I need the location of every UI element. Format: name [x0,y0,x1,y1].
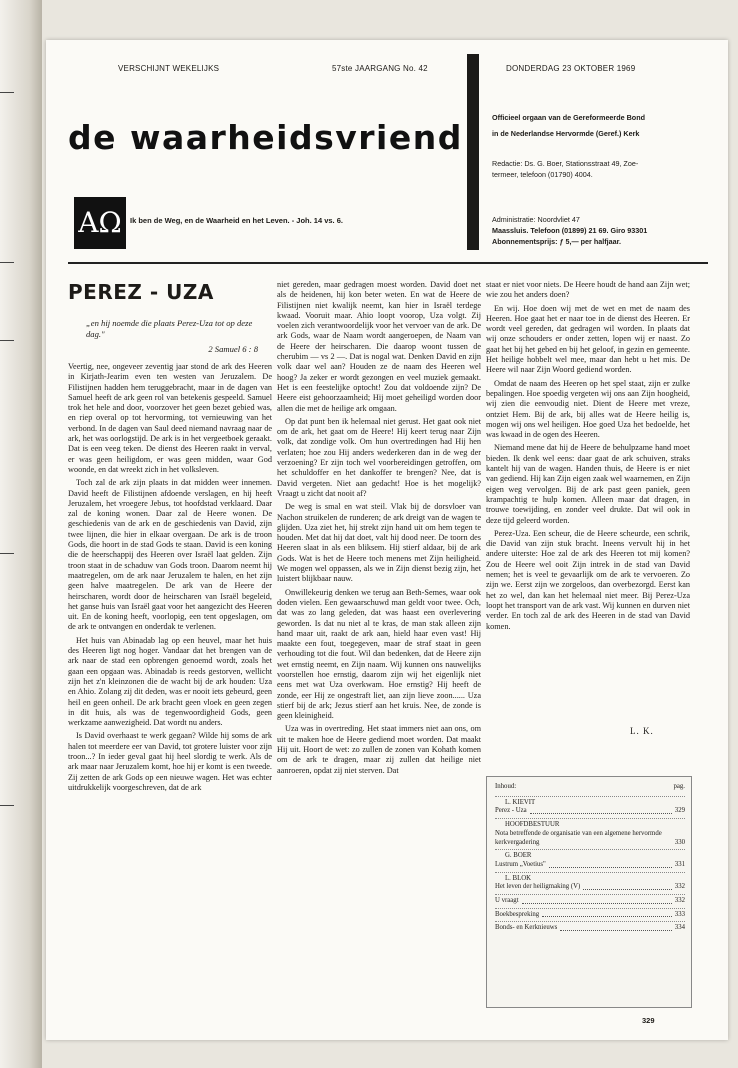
paragraph: niet gereden, maar gedragen moest worden. David doet net als de heidenen, hij kon beter weten. En wat de Heere de Filistijnen niet kwalijk neemt, kan hier in Israël terdege kwaad. Vooruit maar. Ahio loopt voorop, Uza volgt. Zij voelen zich verantwoordelijk voor het vervoer van de ark. De ark Gods, waar de Naam wordt aangeroepen, de Naam van de Heere der heirscharen. Die daarop woont tussen de cherubim — vs 2 —. Dat is nogal wat. Denken David en zijn volk daar wel aan? Houden ze de naam des Heeren wel hoog? Ja zeker er wordt gezongen en veel muziek gemaakt. Het is een feestelijke optocht! Zou dat voldoende zijn? De Heere eist gehoorzaamheid; Hij moet geheiligd worden door allen die met de heilige ark omgaan. [277,280,481,413]
paragraph: Niemand mene dat hij de Heere de behulpzame hand moet bieden. Ik denk wel eens: daar gaat de ark schuiven, straks kantelt hij van de wagen. Handen thuis, de Heere is er niet van gediend. Hij kan Zijn eigen zaak wel waarnemen, en Zijn eigen weg vervolgen. Bij de ark past geen paniek, geen krampachtig te hulp komen. Alleen maar dat dragen, in trouwe toewijding, en zonder veel drukte. Dat wil ook in deze tijd geleerd worden. [486,443,690,525]
article-column-1 [68,362,272,796]
redactie-line: termeer, telefoon (01790) 4004. [492,170,593,179]
page-spine [0,0,42,1068]
paragraph: Omdat de naam des Heeren op het spel staat, zijn er zulke bepalingen. Hoe spoedig vergeten wij ons aan Zijn hoogheid, wij zien die eenvoudig niet. Dient de Heere met vreze, ontziet Hem. Bij de ark, bij alles wat de Heere heilig is, mogen wij ons wel heiligen. Hoe goed Uza het bedoelde, het was kwaad in de ogen des Heeren. [486,378,690,440]
paragraph: staat er niet voor niets. De Heere houdt de hand aan Zijn wet; wie zou het anders doen? [486,280,690,300]
admin-line: Abonnementsprijs: ƒ 5,— per halfjaar. [492,237,622,246]
spine-mark [0,553,14,554]
paragraph: De weg is smal en wat steil. Vlak bij de dorsvloer van Nachon struikelen de runderen; de ark dreigt van de wagen te glijden. Uza ziet het, hij strekt zijn hand uit om hem tegen te houden. Met dat hij dat doet, valt hij dood neer. De toorn des Heeren slaat in als een bliksem. Hij stierf aldaar, bij de ark Gods. Wat is het de Heere toch menens met Zijn heiligheid. We mogen wel oppassen, als we in Zijn dienst bezig zijn, het luistert blijkbaar nauw. [277,502,481,584]
toc-title: Nota betreffende de organisatie van een algemene hervormde kerkvergadering [495,829,662,846]
page-number: 329 [642,1016,655,1025]
epigraph-reference: 2 Samuel 6 : 8 [208,344,258,354]
spine-mark [0,805,14,806]
toc-title: Perez - Uza [495,807,527,815]
official-line: in de Nederlandse Hervormde (Geref.) Kerk [492,129,640,138]
paragraph: Toch zal de ark zijn plaats in dat midden weer innemen. David heeft de Filistijnen afdoende verslagen, en hij heeft Jeruzalem, het vroegere Jebus, tot hoofdstad verklaard. Daar zal de koning wonen. Daar zal de Heere wonen. De geschiedenis van de ark en de geschiedenis van David, zijn twee lijnen, die hier in elkaar overgaan. De ark is de troon Gods, die hoort in de stad Gods te staan. David is een koning die de heerschappij des Heeren over Israël laat gelden. Zijn troon staat in de schaduw van Gods troon. Daarom neemt hij maatregelen, om de ark naar Jeruzalem te halen, en het zijn geen halve maatregelen. De ark van de Heere der heirscharen, wordt door de heirscharen van Israël begeleid, het ganse huis van Israël gaat voor het aangezicht des Heeren uit. En de koning heeft, voorlopig, een tent opgeslagen, om de ark te ontvangen en onderdak te verlenen. [68,478,272,632]
paragraph: Onwillekeurig denken we terug aan Beth-Semes, waar ook doden vielen. Een gewaarschuwd man geldt voor twee. Och, dat was zo lang geleden, dat was haast een overlevering geworden. Is dat nu niet al te kras, de man stak alleen zijn hand maar uit, raakt de ark aan, hield haar even vast! Hij maakte een fout, toegegeven, maar de straf staat in geen verhouding tot die fout. Wil dan bedenken, dat de Heere zijn wet ernstig neemt, en Zijn naam. Wij kunnen ons nauwelijks voorstellen hoe ernstig, daarom zijn wij het eigenlijk niet eens met wat Uza overkwam. Hoe ernstig? Hij heeft de zonde, eer Hij ze ongestraft liet, aan zijn lieve zoon...... Uza stierf bij de ark; Jezus stierf aan het kruis. Nee, de zonde is geen kleinigheid. [277,587,481,721]
editorial-info [492,158,697,180]
toc-entry[interactable] [495,911,685,920]
masthead-rule [68,262,708,264]
toc-page: 334 [674,924,685,932]
toc-page: 333 [674,910,685,918]
paragraph: Het huis van Abinadab lag op een heuvel, maar het huis des Heeren ligt nog hoger. Vandaar dat het brengen van de ark naar de stad een opbrengen genoemd wordt, zoals het gaan een opgaan was. Abinadab is reeds gestorven, wellicht zijn het z'n kleinzonen die de wacht bij de ark houden: Uza en Ahio. Zolang zij dit deden, was er nooit iets gebeurd, geen heil en geen onheil. De ark bracht geen vloek en geen zegen in dit huis, als was de tegenwoordigheid Gods, geen werkzame aanwezigheid. Dat wordt nu anders. [68,635,272,728]
spine-mark [0,262,14,263]
toc-entry[interactable] [495,883,685,892]
article-signature: L. K. [630,726,654,736]
alpha-omega-logo: AΩ [74,197,126,249]
toc-page: 332 [674,883,685,891]
toc-author: L. KIEVIT [505,798,536,806]
toc-title: Bonds- en Kerknieuws [495,924,558,932]
toc-entry[interactable] [495,861,685,870]
toc-author: G. BOER [505,852,532,860]
spine-mark [0,340,14,341]
article-column-2 [277,280,481,779]
toc-page: 330 [674,838,685,846]
toc-entry[interactable] [495,807,685,816]
header-date: DONDERDAG 23 OKTOBER 1969 [506,64,636,73]
toc-page: 332 [674,897,685,905]
header-issue: 57ste JAARGANG No. 42 [332,64,428,73]
toc-author: HOOFDBESTUUR [505,821,560,829]
administration-info [492,214,697,247]
article-heading: PEREZ - UZA [68,280,214,304]
redactie-line: Redactie: Ds. G. Boer, Stationsstraat 49, Zoe- [492,159,639,168]
paragraph: Op dat punt ben ik helemaal niet gerust. Het gaat ook niet om de ark, het gaat om de Heere! Hij keert terug naar Zijn volk, dat zondige volk. Om hun overtredingen had Hij hen verlaten; hoe zou Hij anders wederkeren dan in de weg der verzoening? Er zijn toch wel voorbereidingen getroffen, om het schuldoffer en het dankoffer te brengen? Nee, dat is David vergeten. Niet aan gedacht! Hoe is het mogelijk? Vraagt u zicht dat nooit af? [277,416,481,498]
toc-entry[interactable] [495,897,685,906]
toc-author: L. BLOK [505,874,532,882]
masthead-divider [467,54,479,250]
masthead-motto: Ik ben de Weg, en de Waarheid en het Leven. - Joh. 14 vs. 6. [130,216,343,225]
article-epigraph: „en hij noemde die plaats Perez-Uza tot op deze dag." [86,318,253,339]
masthead-title: de waarheidsvriend [68,118,463,157]
paragraph: En wij. Hoe doen wij met de wet en met de naam des Heeren. Hoe gaat het er naar toe in de dienst des Heeren. Er wordt veel gereden, dat gedragen wil worden. In plaats dat wij onze schouders er onder zetten, lopen wij er naast. Zo gaat het bij het gebed en bij het geloof, in gezin en gemeente. Het heilige hobbelt wel mee, maar dan hebt u het mis. De Heere wil naar Zijn Woord gediend worden. [486,303,690,375]
official-organ [492,112,697,139]
toc-title: Boekbespreking [495,910,540,918]
admin-line: Administratie: Noordvliet 47 [492,215,580,224]
toc-entry[interactable] [495,924,685,933]
paragraph: Veertig, nee, ongeveer zeventig jaar stond de ark des Heeren in Kirjath-Jearim even ten westen van Jeruzalem. De Filistijnen hadden hem teruggebracht, maar in de dagen van Samuel heeft de ark geen rol van betekenis gespeeld. Samuel trok het hele and door, voorzover het geen bezet gebied was, en riep overal op tot hervorming, tot vernieuwing van het verbond. In de dagen van Saul deed niemand navraag naar de ark, het was oorlogstijd. De ark is in het vergeetboek geraakt. Dat is een veeg teken. De dienst des Heeren raakt in verval, er was geen heiligdom, er was geen midden, waar God woonde, en dat wreekt zich in het volksleven. [68,362,272,474]
official-line: Officieel orgaan van de Gereformeerde Bond [492,113,645,122]
paragraph: Perez-Uza. Een scheur, die de Heere scheurde, een schrik, die David van zijn stuk bracht. Ineens vervult hij in het andere uiterste: Hoe zal de ark des Heeren tot mij komen? Zou de Heere wel ooit Zijn intrek in de stad van David nemen; het is veel te gevaarlijk om de ark te vervoeren. Zo zijn we. Eerst zijn we zorgeloos, dan overbezorgd. Eerst kan het zo wel, dan kan het helemaal niet meer. Bij Perez-Uza loopt het transport van de ark vast. Wij kunnen en durven niet verder. En toch zal de ark des Heeren in de stad van David komen. [486,528,690,631]
table-of-contents [486,776,692,1008]
article-column-3 [486,280,690,635]
toc-page: 329 [674,807,685,815]
admin-line: Maassluis. Telefoon (01899) 21 69. Giro 93301 [492,226,648,235]
paragraph: Uza was in overtreding. Het staat immers niet aan ons, om uit te maken hoe de Heere gediend moet worden. Dat maakt Hij uit. Hoort de wet: zo zullen de zonen van Kohath komen om de ark te dragen, maar zij zullen dat heilige niet aanroeren, opdat zij niet sterven. Dat [277,724,481,775]
paragraph: Is David overhaast te werk gegaan? Wilde hij soms de ark halen tot meerdere eer van David, tot grotere luister voor zijn troon...? In ieder geval gaat hij heel slordig te werk. Als de ark maar naar Jeruzalem komt, hoe hij er komt is een tweede. Zij zetten de ark Gods op een nieuwe wagen. Het was echter uitdrukkelijk voorgeschreven, dat de ark [68,731,272,792]
toc-title: U vraagt [495,897,519,905]
header-frequency: VERSCHIJNT WEKELIJKS [118,64,220,73]
toc-label: Inhoud: [495,783,517,790]
toc-page: 331 [674,860,685,868]
toc-entry[interactable] [495,830,685,847]
toc-title: Lustrum „Voetius" [495,860,546,868]
spine-mark [0,92,14,93]
toc-page-label: pag. [673,783,685,790]
toc-title: Het leven der heiligmaking (V) [495,883,581,891]
newspaper-page [46,40,728,1040]
